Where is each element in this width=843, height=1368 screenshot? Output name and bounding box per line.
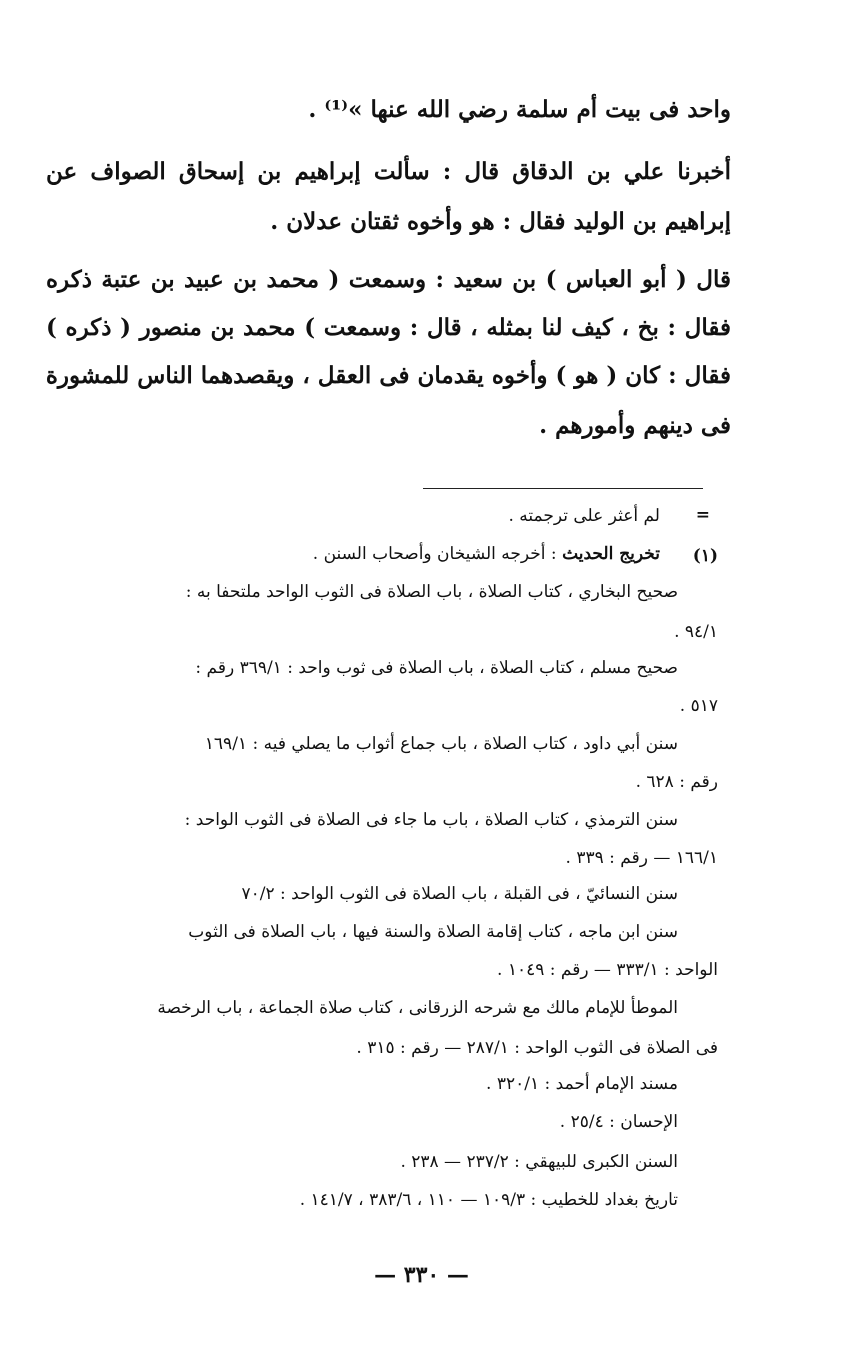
paragraph-3-line-4: فى دينهم وأمورهم . <box>539 412 731 439</box>
paragraph-2-line-2: إبراهيم بن الوليد فقال : هو وأخوه ثقتان عدلان . <box>270 208 731 235</box>
ref-ihsan: الإحسان : ٢٥/٤ . <box>559 1112 678 1132</box>
footnote-1-label: تخريج الحديث <box>562 544 660 564</box>
ref-bayhaqi: السنن الكبرى للبيهقي : ٢٣٧/٢ — ٢٣٨ . <box>400 1152 678 1172</box>
footnote-1-text: : أخرجه الشيخان وأصحاب السنن . <box>312 544 557 564</box>
ref-nasai: سنن النسائيّ ، فى القبلة ، باب الصلاة فى الثوب الواحد : ٧٠/٢ <box>241 884 678 904</box>
ref-muslim-line-2: ٥١٧ . <box>679 696 718 716</box>
paragraph-3-line-2: فقال : بخ ، كيف لنا بمثله ، قال : وسمعت ) محمد بن منصور ( ذكره ) <box>46 314 731 341</box>
footnote-1-heading <box>313 546 660 563</box>
paragraph-2-line-1: أخبرنا علي بن الدقاق قال : سألت إبراهيم بن إسحاق الصواف عن <box>46 158 731 185</box>
ref-muslim-line-1: صحيح مسلم ، كتاب الصلاة ، باب الصلاة فى ثوب واحد : ٣٦٩/١ رقم : <box>195 658 678 678</box>
paragraph-3-line-3: فقال : كان ( هو ) وأخوه يقدمان فى العقل ، ويقصدهما الناس للمشورة <box>45 362 731 389</box>
ref-tirmidhi-line-1: سنن الترمذي ، كتاب الصلاة ، باب ما جاء فى الصلاة فى الثوب الواحد : <box>184 810 678 830</box>
footnote-continuation-text: لم أعثر على ترجمته . <box>508 506 660 526</box>
ref-khatib: تاريخ بغداد للخطيب : ١٠٩/٣ — ١١٠ ، ٣٨٣/٦ ، ١٤١/٧ . <box>299 1190 678 1210</box>
page-number: — ٣٣٠ — <box>374 1262 469 1288</box>
paragraph-1-line: واحد فى بيت أم سلمة رضي الله عنها »⁽¹⁾ . <box>308 96 731 123</box>
footnote-1-marker: (١) <box>692 546 718 566</box>
footnote-continuation-marker: = <box>695 505 710 525</box>
ref-muwatta-line-2: فى الصلاة فى الثوب الواحد : ٢٨٧/١ — رقم : ٣١٥ . <box>356 1038 718 1058</box>
ref-muwatta-line-1: الموطأ للإمام مالك مع شرحه الزرقانى ، كتاب صلاة الجماعة ، باب الرخصة <box>157 998 678 1018</box>
ref-tirmidhi-line-2: ١٦٦/١ — رقم : ٣٣٩ . <box>565 848 718 868</box>
ref-abudawud-line-1: سنن أبي داود ، كتاب الصلاة ، باب جماع أثواب ما يصلي فيه : ١٦٩/١ <box>204 734 678 754</box>
ref-ibnmajah-line-1: سنن ابن ماجه ، كتاب إقامة الصلاة والسنة فيها ، باب الصلاة فى الثوب <box>188 922 678 942</box>
ref-ibnmajah-line-2: الواحد : ٣٣٣/١ — رقم : ١٠٤٩ . <box>497 960 718 980</box>
footnotes <box>46 0 718 1240</box>
paragraph-3-line-1: قال ( أبو العباس ) بن سعيد : وسمعت ( محمد بن عبيد بن عتبة ذكره <box>46 266 731 293</box>
ref-abudawud-line-2: رقم : ٦٢٨ . <box>635 772 718 792</box>
ref-ahmad: مسند الإمام أحمد : ٣٢٠/١ . <box>486 1074 678 1094</box>
ref-bukhari-line-2: ٩٤/١ . <box>674 622 718 642</box>
ref-bukhari-line-1: صحيح البخاري ، كتاب الصلاة ، باب الصلاة فى الثوب الواحد ملتحفا به : <box>185 582 678 602</box>
